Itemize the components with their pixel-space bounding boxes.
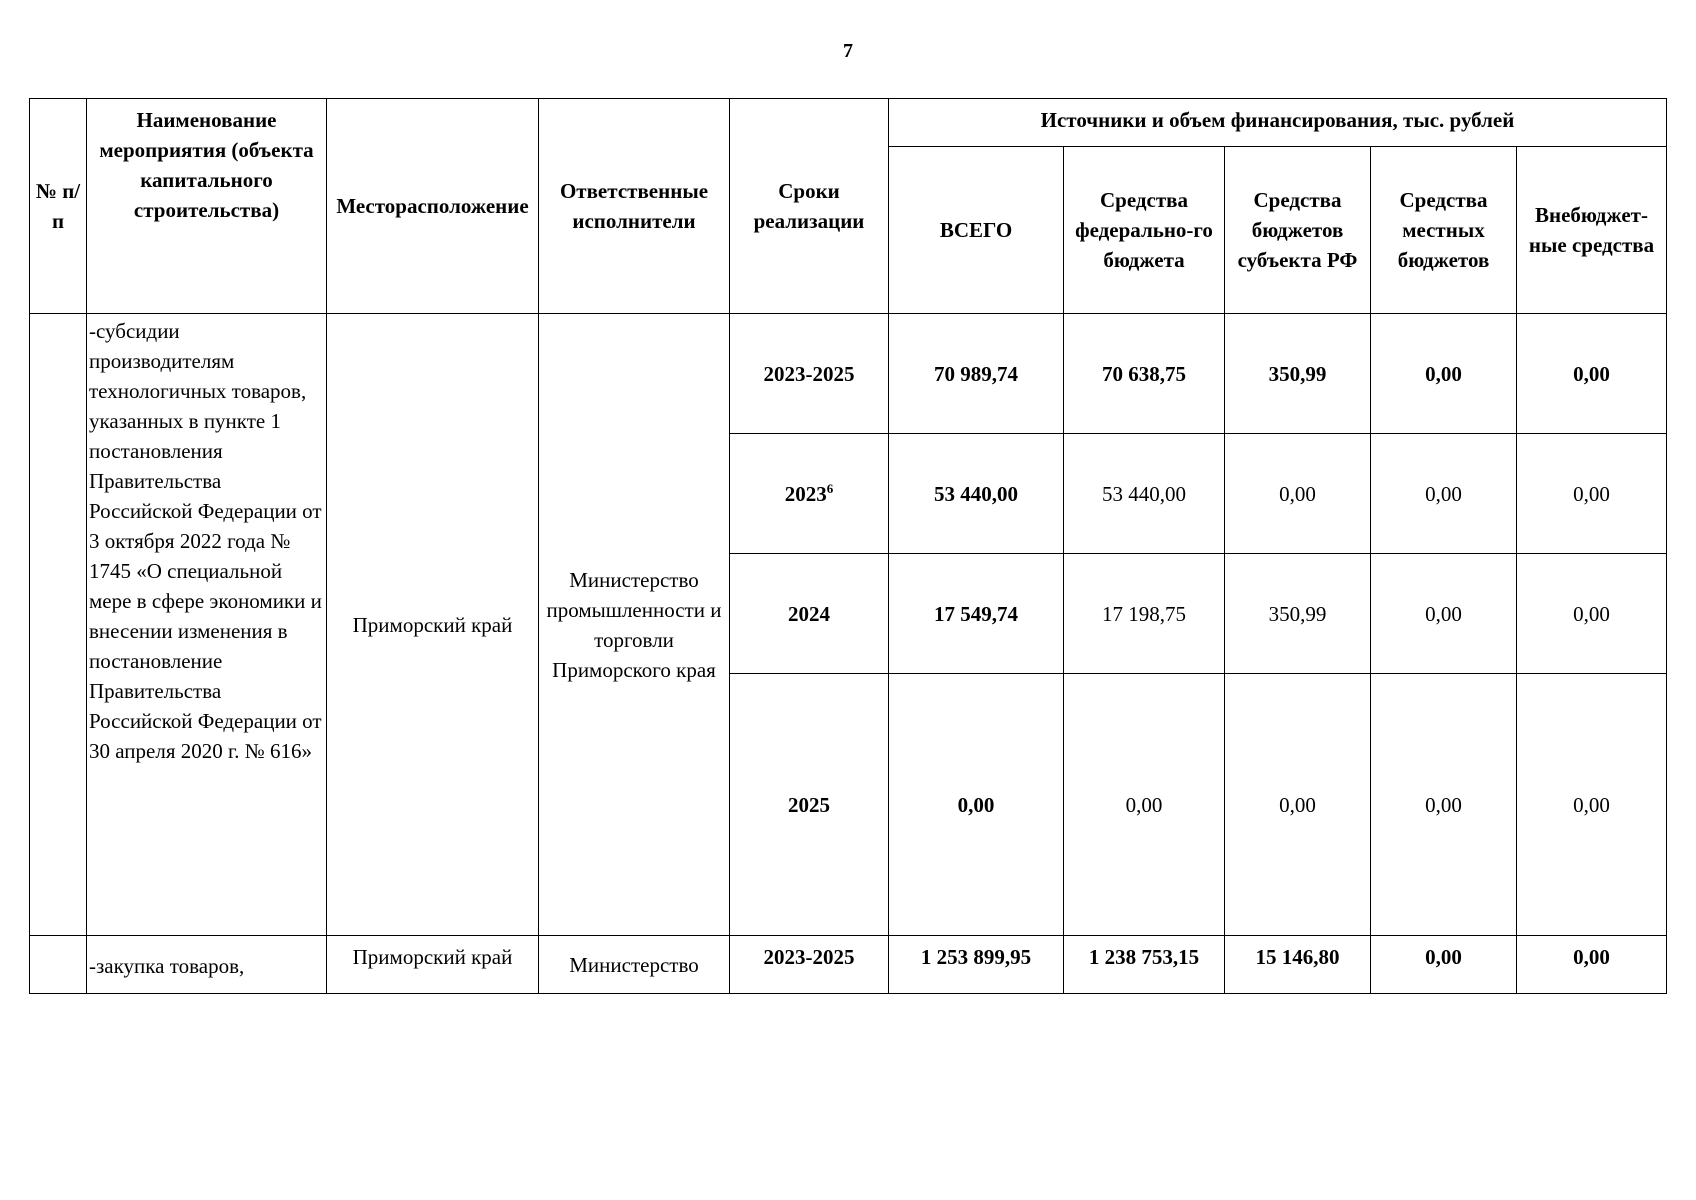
row1-extra: 0,00 — [1517, 314, 1667, 434]
block2-total: 1 253 899,95 — [889, 936, 1064, 994]
block2-local: 0,00 — [1371, 936, 1517, 994]
header-subject: Средства бюджетов субъекта РФ — [1225, 147, 1371, 314]
row2-term-value: 2023 — [784, 481, 827, 506]
header-local: Средства местных бюджетов — [1371, 147, 1517, 314]
header-terms: Сроки реализации — [730, 99, 889, 314]
row1-local: 0,00 — [1371, 314, 1517, 434]
row3-total: 17 549,74 — [889, 554, 1064, 674]
header-num: № п/п — [30, 99, 87, 314]
row2-total: 53 440,00 — [889, 434, 1064, 554]
row3-extra: 0,00 — [1517, 554, 1667, 674]
row2-subject: 0,00 — [1225, 434, 1371, 554]
header-federal: Средства федерально-го бюджета — [1064, 147, 1225, 314]
row2-term — [730, 434, 889, 554]
row1-term: 2023-2025 — [730, 314, 889, 434]
row4-local: 0,00 — [1371, 674, 1517, 936]
block2-term: 2023-2025 — [730, 936, 889, 994]
row3-subject: 350,99 — [1225, 554, 1371, 674]
financing-table — [29, 98, 1667, 994]
row4-extra: 0,00 — [1517, 674, 1667, 936]
row1-subject: 350,99 — [1225, 314, 1371, 434]
block1-num — [30, 314, 87, 936]
block2-location: Приморский край — [327, 936, 539, 994]
row2-extra: 0,00 — [1517, 434, 1667, 554]
page-number: 7 — [843, 40, 853, 62]
row2-federal: 53 440,00 — [1064, 434, 1225, 554]
block2-extra: 0,00 — [1517, 936, 1667, 994]
row3-federal: 17 198,75 — [1064, 554, 1225, 674]
block2-num — [30, 936, 87, 994]
header-executors: Ответственные исполнители — [539, 99, 730, 314]
block1-location: Приморский край — [327, 314, 539, 936]
block1-name: -субсидии производителям технологичных товаров, указанных в пункте 1 постановления Правительства Российской Федерации от 3 октября 2022 года № 1745 «О специальной мере в сфере экономики и внесении изменения в постановление Правительства Российской Федерации от 30 апреля 2020 г. № 616» — [87, 314, 327, 936]
row2-term-footnote: 6 — [826, 480, 834, 496]
row1-total: 70 989,74 — [889, 314, 1064, 434]
header-location: Месторасположение — [327, 99, 539, 314]
block2-name: -закупка товаров, — [87, 936, 327, 994]
row4-total: 0,00 — [889, 674, 1064, 936]
header-name: Наименование мероприятия (объекта капитального строительства) — [87, 99, 327, 314]
row4-federal: 0,00 — [1064, 674, 1225, 936]
row2-local: 0,00 — [1371, 434, 1517, 554]
table-row — [30, 936, 1667, 994]
header-extra: Внебюджет-ные средства — [1517, 147, 1667, 314]
row1-federal: 70 638,75 — [1064, 314, 1225, 434]
table-row — [30, 314, 1667, 434]
header-total: ВСЕГО — [889, 147, 1064, 314]
block2-subject: 15 146,80 — [1225, 936, 1371, 994]
header-financing: Источники и объем финансирования, тыс. рублей — [889, 99, 1667, 147]
block1-executors: Министерство промышленности и торговли Приморского края — [539, 314, 730, 936]
block2-executors: Министерство — [539, 936, 730, 994]
block2-federal: 1 238 753,15 — [1064, 936, 1225, 994]
row3-local: 0,00 — [1371, 554, 1517, 674]
row3-term: 2024 — [730, 554, 889, 674]
row4-subject: 0,00 — [1225, 674, 1371, 936]
row4-term: 2025 — [730, 674, 889, 936]
header-row-1 — [30, 99, 1667, 147]
